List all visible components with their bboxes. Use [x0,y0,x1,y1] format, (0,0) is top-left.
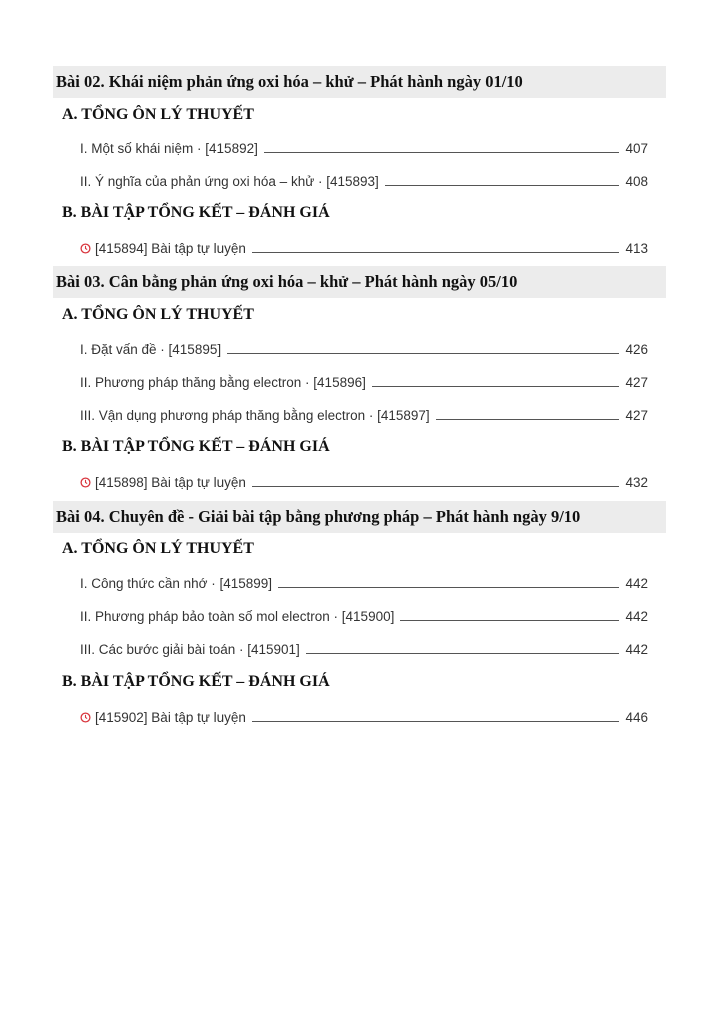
section-heading-theory: A. TỔNG ÔN LÝ THUYẾT [62,306,254,323]
toc-entry[interactable] [80,171,648,189]
toc-entry-label: II. Phương pháp bảo toàn số mol electron · [415900] [80,609,395,624]
toc-entry-page: 407 [625,141,648,156]
dot-leader [252,721,620,722]
toc-entry-label: III. Vận dụng phương pháp thăng bằng electron · [415897] [80,408,430,423]
toc-entry[interactable] [80,138,648,156]
toc-entry[interactable] [80,707,648,725]
section-heading-theory: A. TỔNG ÔN LÝ THUYẾT [62,540,254,557]
toc-entry[interactable] [80,472,648,490]
toc-entry-page: 427 [625,375,648,390]
toc-entry-page: 442 [625,576,648,591]
dot-leader [227,353,619,354]
toc-entry-page: 413 [625,241,648,256]
toc-entry[interactable] [80,639,648,657]
toc-entry[interactable] [80,238,648,256]
toc-entry-label: I. Đặt vấn đề · [415895] [80,342,222,357]
toc-entry-label: II. Ý nghĩa của phản ứng oxi hóa – khử · [415893] [80,174,379,189]
lesson-header: Bài 04. Chuyên đề - Giải bài tập bằng phương pháp – Phát hành ngày 9/10 [53,501,666,533]
toc-entry-page: 442 [625,609,648,624]
section-heading-exercise: B. BÀI TẬP TỔNG KẾT – ĐÁNH GIÁ [62,673,330,690]
toc-entry-page: 427 [625,408,648,423]
dot-leader [372,386,620,387]
dot-leader [385,185,620,186]
toc-entry-label: I. Một số khái niệm · [415892] [80,141,258,156]
toc-entry[interactable] [80,405,648,423]
lesson-header: Bài 03. Cân bằng phản ứng oxi hóa – khử – Phát hành ngày 05/10 [53,266,666,298]
toc-entry-label: II. Phương pháp thăng bằng electron · [415896] [80,375,366,390]
toc-entry-label: I. Công thức cần nhớ · [415899] [80,576,273,591]
dot-leader [436,419,620,420]
section-heading-theory: A. TỔNG ÔN LÝ THUYẾT [62,106,254,123]
toc-entry-page: 426 [625,342,648,357]
dot-leader [252,252,620,253]
toc-entry-page: 432 [625,475,648,490]
lesson-header: Bài 02. Khái niệm phản ứng oxi hóa – khử – Phát hành ngày 01/10 [53,66,666,98]
toc-entry-label: III. Các bước giải bài toán · [415901] [80,642,300,657]
toc-entry-page: 446 [625,710,648,725]
section-heading-exercise: B. BÀI TẬP TỔNG KẾT – ĐÁNH GIÁ [62,204,330,221]
toc-entry-page: 408 [625,174,648,189]
toc-entry[interactable] [80,573,648,591]
toc-entry-page: 442 [625,642,648,657]
dot-leader [252,486,620,487]
toc-entry-label: [415894] Bài tập tự luyện [95,241,246,256]
toc-entry[interactable] [80,606,648,624]
toc-entry[interactable] [80,372,648,390]
clock-icon [80,712,91,723]
dot-leader [278,587,619,588]
clock-icon [80,477,91,488]
section-heading-exercise: B. BÀI TẬP TỔNG KẾT – ĐÁNH GIÁ [62,438,330,455]
toc-entry-label: [415902] Bài tập tự luyện [95,710,246,725]
dot-leader [306,653,620,654]
clock-icon [80,243,91,254]
toc-entry-label: [415898] Bài tập tự luyện [95,475,246,490]
dot-leader [264,152,620,153]
dot-leader [400,620,619,621]
toc-entry[interactable] [80,339,648,357]
